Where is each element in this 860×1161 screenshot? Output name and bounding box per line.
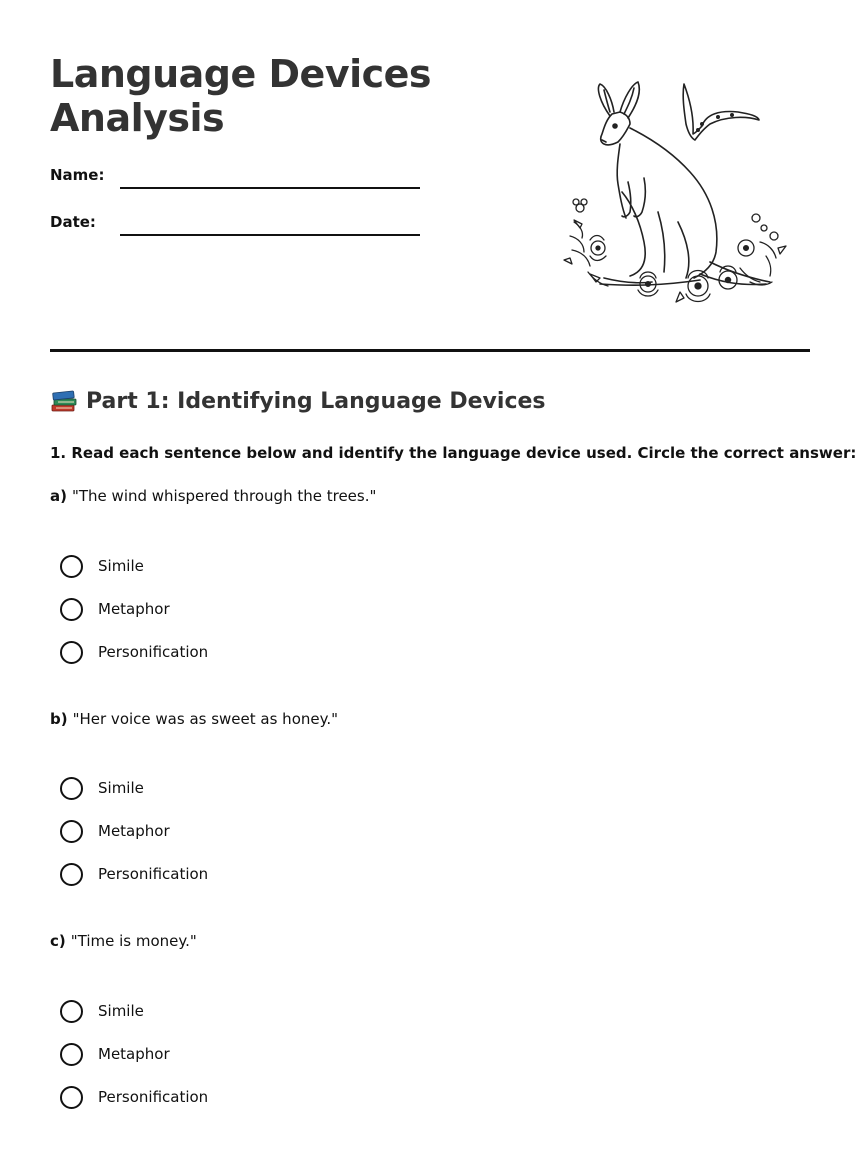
answer-option[interactable]: [60, 776, 144, 800]
question-sentence: "The wind whispered through the trees.": [71, 487, 377, 505]
question-letter: a): [50, 487, 67, 505]
option-label: Personification: [98, 1088, 209, 1106]
date-field[interactable]: [120, 234, 420, 236]
question-instruction: 1. Read each sentence below and identify the language device used. Circle the correct answer:: [50, 444, 857, 462]
answer-option[interactable]: [60, 554, 144, 578]
radio-circle-icon[interactable]: [60, 555, 83, 578]
option-label: Metaphor: [98, 1045, 170, 1063]
question-sentence: "Time is money.": [70, 932, 197, 950]
answer-option[interactable]: [60, 1085, 208, 1109]
radio-circle-icon[interactable]: [60, 777, 83, 800]
radio-circle-icon[interactable]: [60, 1086, 83, 1109]
worksheet-title: Language Devices Analysis: [50, 52, 432, 140]
question-b: [50, 710, 338, 728]
answer-option[interactable]: [60, 819, 170, 843]
answer-option[interactable]: [60, 999, 144, 1023]
question-sentence: "Her voice was as sweet as honey.": [72, 710, 339, 728]
date-label: Date:: [50, 213, 96, 231]
part1-title: Part 1: Identifying Language Devices: [86, 388, 546, 414]
question-letter: b): [50, 710, 68, 728]
answer-option[interactable]: [60, 862, 208, 886]
radio-circle-icon[interactable]: [60, 820, 83, 843]
kangaroo-illustration: [560, 72, 790, 312]
radio-circle-icon[interactable]: [60, 641, 83, 664]
section-divider: [50, 349, 810, 352]
radio-circle-icon[interactable]: [60, 1043, 83, 1066]
answer-option[interactable]: [60, 597, 170, 621]
option-label: Personification: [98, 643, 209, 661]
name-label: Name:: [50, 166, 105, 184]
question-a: [50, 487, 376, 505]
option-label: Simile: [98, 557, 144, 575]
option-label: Metaphor: [98, 600, 170, 618]
radio-circle-icon[interactable]: [60, 598, 83, 621]
radio-circle-icon[interactable]: [60, 1000, 83, 1023]
radio-circle-icon[interactable]: [60, 863, 83, 886]
option-label: Simile: [98, 1002, 144, 1020]
question-c: [50, 932, 197, 950]
name-field[interactable]: [120, 187, 420, 189]
part1-heading: [50, 388, 546, 414]
option-label: Simile: [98, 779, 144, 797]
option-label: Metaphor: [98, 822, 170, 840]
answer-option[interactable]: [60, 1042, 170, 1066]
answer-option[interactable]: [60, 640, 208, 664]
books-icon: [50, 388, 78, 414]
option-label: Personification: [98, 865, 209, 883]
question-letter: c): [50, 932, 66, 950]
